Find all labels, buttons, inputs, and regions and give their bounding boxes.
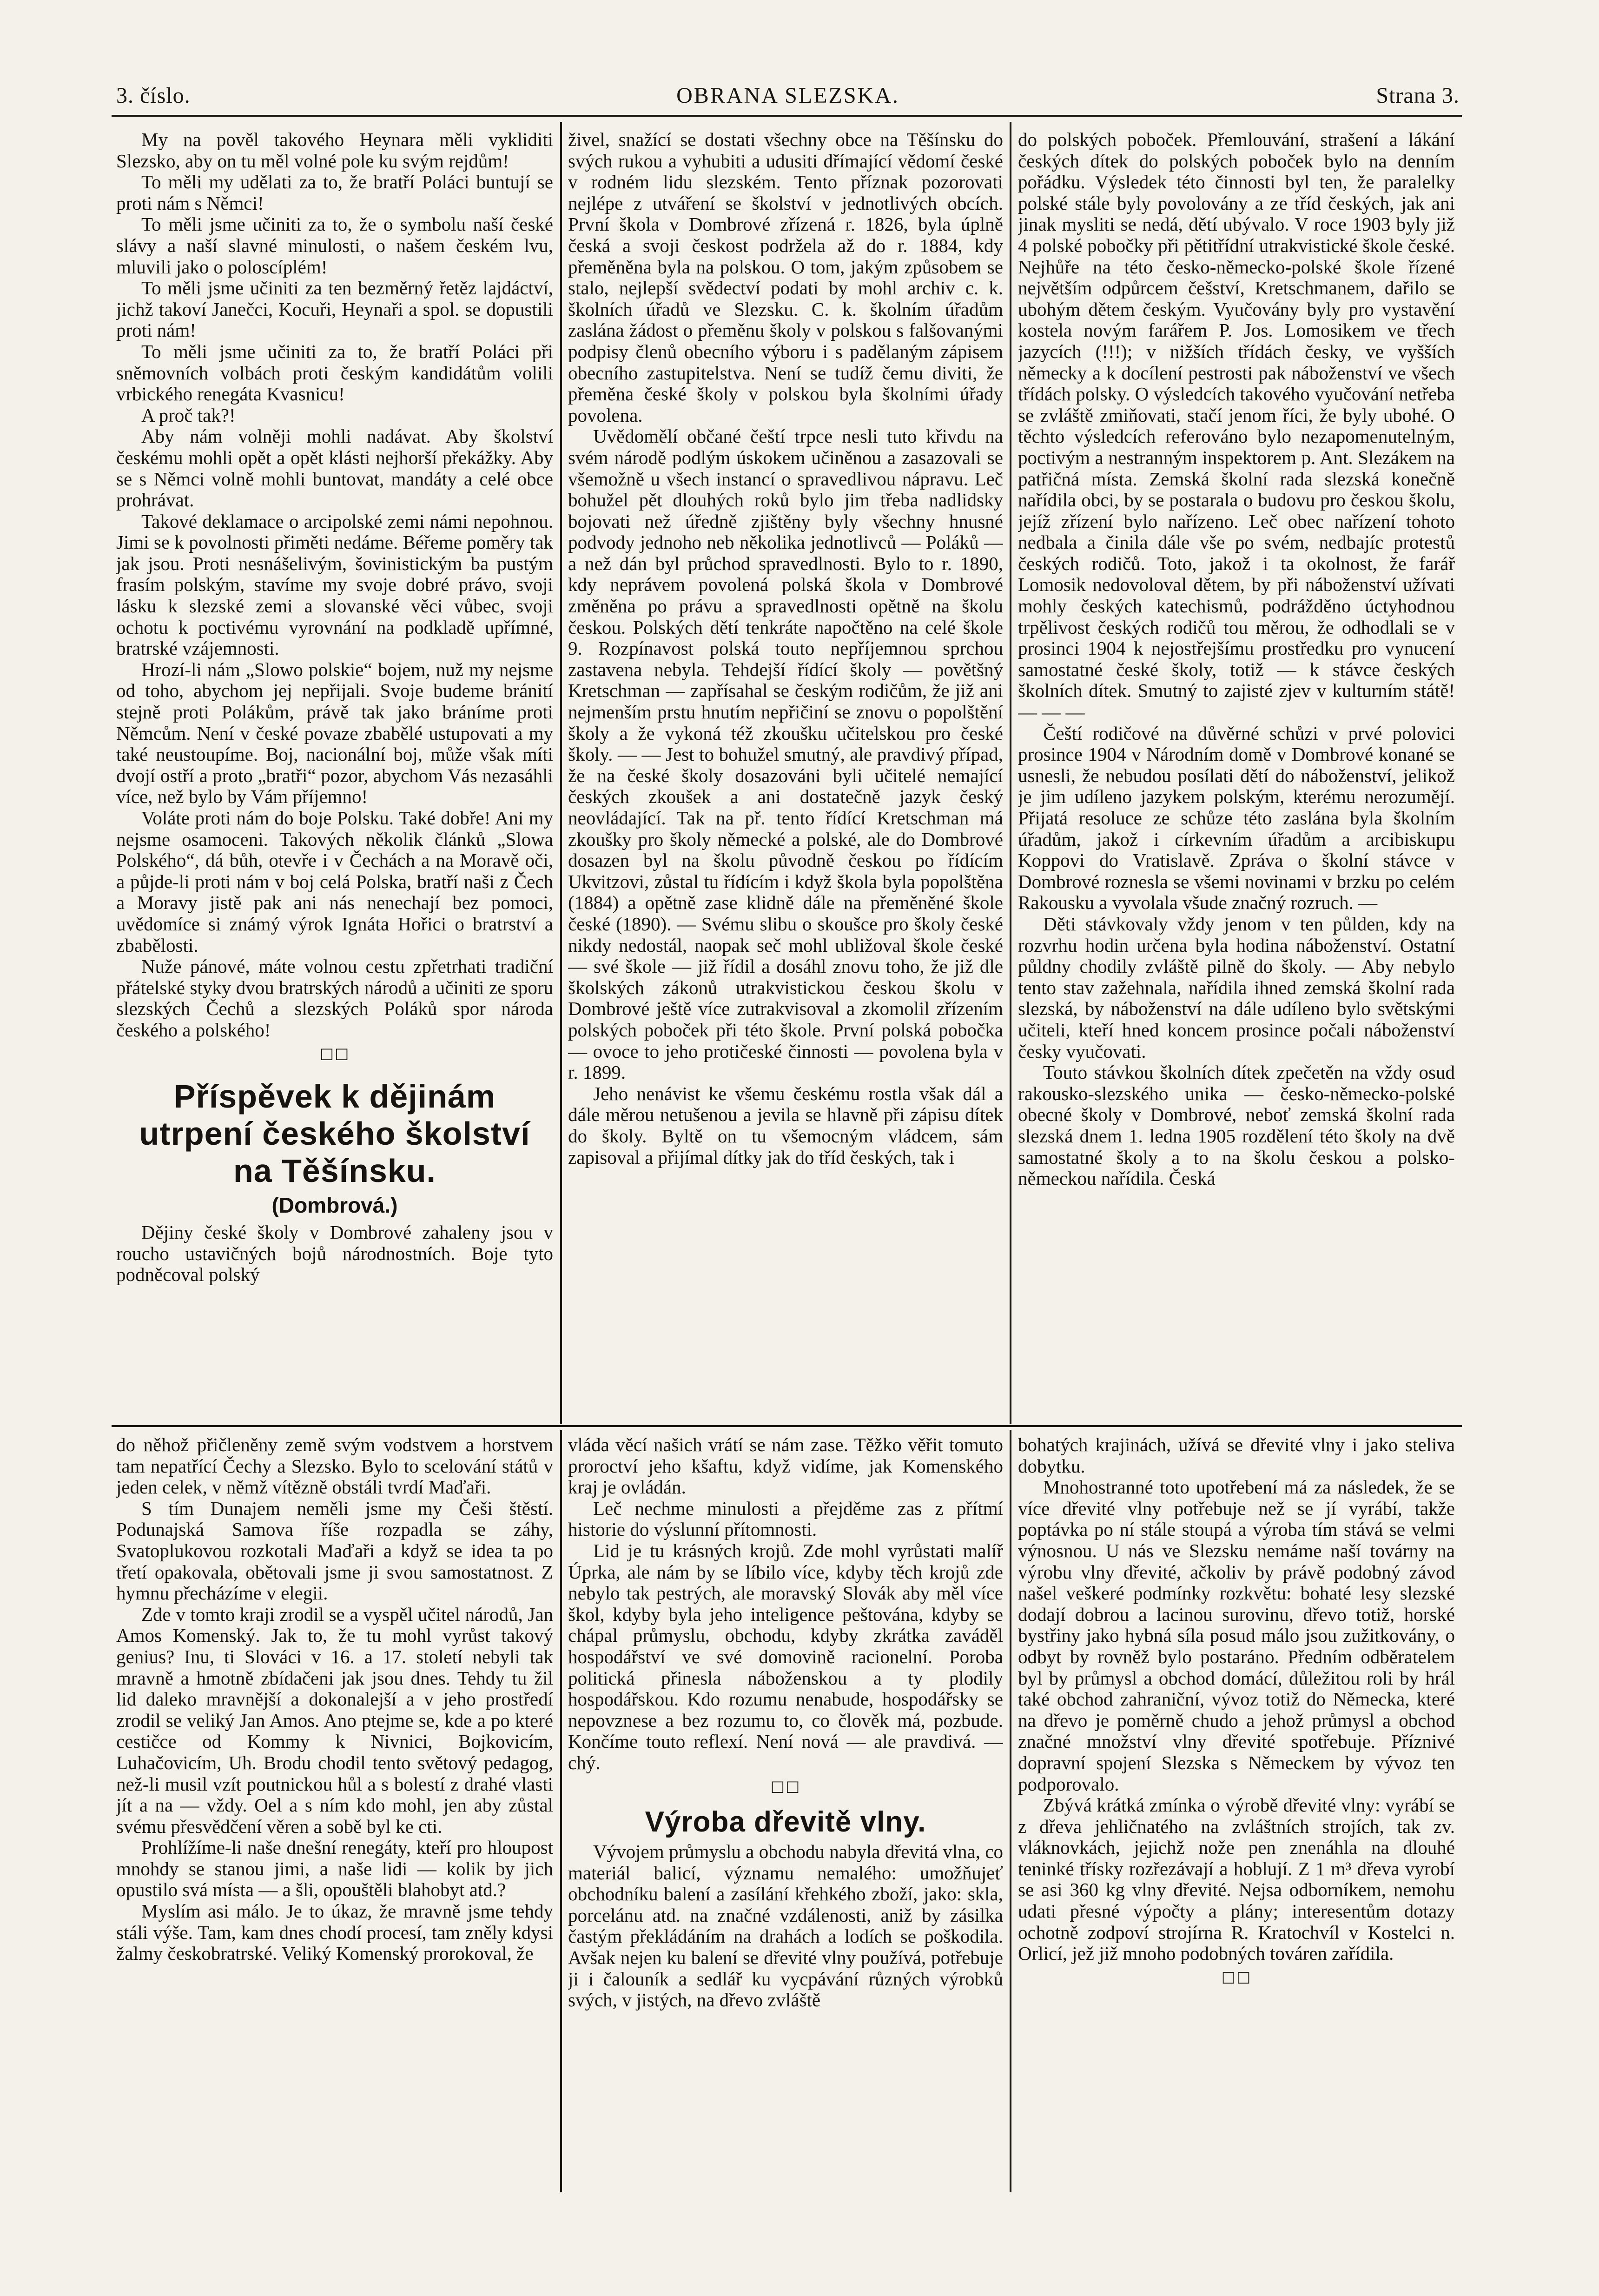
- issue-number: 3. číslo.: [116, 83, 191, 108]
- article-subtitle: (Dombrová.): [271, 1193, 398, 1218]
- paragraph: Aby nám volněji mohli nadávat. Aby školství českému mohli opět a opět klásti nejhorší překážky. Aby se s Němci volně mohli buntovat, mandáty a celé obce prohrávat.: [116, 425, 553, 511]
- paragraph: Děti stávkovaly vždy jenom v ten půlden, kdy na rozvrhu hodin určena byla hodina náboženství. Ostatní půldny chodily zvláště pilně do školy. — Aby nebylo tento stav zažehnala, nařídila ihned zemská školní rada slezská, by náboženství na dále udíleno bylo světskými učiteli, kteří hned koncem prosince počali náboženství česky vyučovati.: [1018, 913, 1455, 1062]
- top-column-2: [568, 129, 1003, 1422]
- paragraph: vláda věcí našich vrátí se nám zase. Těžko věřit tomuto proroctví jeho kšaftu, když vidíme, jak Komenského kraj je ovládán.: [568, 1434, 1003, 1498]
- paragraph: Myslím asi málo. Je to úkaz, že mravně jsme tehdy stáli výše. Tam, kam dnes chodí procesí, tam zněly kdysi žalmy českobratrské. Veliký Komenský prorokoval, že: [116, 1900, 553, 1964]
- bottom-column-1: [116, 1434, 553, 2192]
- top-column-3: [1018, 129, 1455, 1422]
- paragraph: S tím Dunajem neměli jsme my Češi štěstí. Podunajská Samova říše rozpadla se záhy, Svatoplukovou rozkotali Maďaři a když se idea ta po třetí opakovala, obětovali jsme ji svou samostatnost. Z hymnu přecházíme v elegii.: [116, 1497, 553, 1604]
- paragraph: do něhož přičleněny země svým vodstvem a horstvem tam nepatřící Čechy a Slezsko. Bylo to scelování států v jeden celek, v němž vítězně obstáli tvrdí Maďaři.: [116, 1434, 553, 1498]
- column-rule-bottom-1: [560, 1430, 562, 2192]
- bottom-column-2: [568, 1434, 1003, 2192]
- paragraph: Leč nechme minulosti a přejděme zas z přítmí historie do výslunní přítomnosti.: [568, 1497, 1003, 1540]
- paragraph: bohatých krajinách, užívá se dřevité vlny i jako steliva dobytku.: [1018, 1434, 1455, 1477]
- paragraph: Zbývá krátká zmínka o výrobě dřevité vlny: vyrábí se z dřeva jehličnatého na zvláštních strojích, tak zv. vláknovkách, jejichž nože pen znenáhla na dlouhé teninké třísky rozřezávají a hoblují. Z 1 m³ dřeva vyrobí se asi 360 kg vlny dřevité. Nejsa odborníkem, nemohu udati přesné výpočty a plány; interesentům dotazy ochotně zodpoví strojírna R. Kratochvíl v Kostelci n. Orlicí, jež již mnoho podobných továren zařídila.: [1018, 1794, 1455, 1964]
- column-rule-top-2: [1010, 122, 1011, 1424]
- bottom-column-3: [1018, 1434, 1455, 2192]
- paragraph: To měli jsme učiniti za ten bezměrný řetěz lajdáctví, jichž takoví Janečci, Kocuři, Heynaři a spol. se dopustili proti nám!: [116, 277, 553, 341]
- paragraph: My na pověl takového Heynara měli vykliditi Slezsko, aby on tu měl volné pole ku svým rejdům!: [116, 129, 553, 172]
- paragraph: do polských poboček. Přemlouvání, strašení a lákání českých dítek do polských poboček bylo na denním pořádku. Výsledek této činnosti byl ten, že paralelky polské stále byly povolovány a ze tříd českých, jak ani jinak mysliti se nedá, dětí ubývalo. V roce 1903 byly již 4 polské pobočky při pětitřídní utrakvistické škole české. Nejhůře na této česko-německo-polské škole řízené největším odpůrcem češství, Kretschmanem, dařilo se ubohým dětem českým. Vyučovány byly pro vystavění kostela novým farářem P. Jos. Lomosikem ve třech jazycích (!!!); v nižších třídách česky, ve vyšších německy a k docílení pestrosti pak náboženství ve všech třídách polsky. O výsledcích takového vyučování netřeba se zvláště zmiňovati, stačí jenom říci, že byly ubohé. O těchto výsledcích referováno bylo nezapomenutelným, poctivým a nestranným inspektorem p. Ant. Slezákem na patřičná místa. Zemská školní rada slezská konečně nařídila obci, by se postarala o budovu pro českou školu, jejíž zřízení bylo nařízeno. Leč obec nařízení tohoto nedbala a činila dále vše po svém, nedbajíc protestů českých rodičů. Toto, jakož i ta okolnost, že farář Lomosik nedovoloval dětem, by při náboženství užívati mohly českých katechismů, podrážděno úctyhodnou trpělivost českých rodičů tou měrou, že odhodlali se v prosinci 1904 k nejostřejšímu prostředku pro vynucení samostatné české školy, totiž — k stávce českých školních dítek. Smutný to zajisté zjev v kulturním státě! — — —: [1018, 129, 1455, 723]
- newspaper-title: OBRANA SLEZSKA.: [676, 83, 899, 108]
- paragraph: Uvědomělí občané čeští trpce nesli tuto křivdu na svém národě podlým úskokem učiněnou a zasazovali se všemožně u všech instancí o spravedlivou nápravu. Leč bohužel pět dlouhých roků bylo jim třeba nadlidsky bojovati než úředně zjištěny byly všechny hnusné podvody jednoho neb několika jednotlivců — Poláků — a než dán byl průchod spravedlnosti. Bylo to r. 1890, kdy neprávem povolená polská škola v Dombrové změněna po právu a spravedlnosti opětně na školu českou. Polských dětí tenkráte napočtěno na celé škole 9. Rozpínavost polská touto nepříjemnou sprchou zastavena nebyla. Tehdejší řídící školy — povětšný Kretschman — zapřísahal se českým rodičům, že již ani nejmenším prstu hnutím nepřičiní se znovu o popolštění školy a že vykoná též zkoušku učitelskou pro české školy. — — Jest to bohužel smutný, ale pravdivý případ, že na české školy dosazováni byli učitelé nemající českých zkoušek a ani dostatečně jazyk český neovládající. Tak na př. tento řídící Kretschman má zkoušky pro školy německé a polské, ale do Dombrové dosazen byl na školu původně českou po řídícím Ukvitzovi, zůstal tu řídícím i když škola byla popolštěna (1884) a opětně zase klidně dále na přeměněné škole české (1890). — Svému slibu o skoušce pro školy české nikdy nedostál, naopak seč mohl ubližoval škole české — své škole — již řídil a dosáhl znovu toho, že již dle školských zákonů utrakvistickou českou školu v Dombrové ještě více zutrakvisoval a zkomolil zřízením polských poboček při této škole. První polská pobočka — ovoce to jeho protičeské činnosti — povolena byla v r. 1899.: [568, 425, 1003, 1083]
- separator-mark: □□: [770, 1777, 801, 1795]
- paragraph: To měli jsme učiniti za to, že bratří Poláci při sněmovních volbách proti českým kandidátům volili vrbického renegáta Kvasnicu!: [116, 340, 553, 405]
- paragraph: To měli my udělati za to, že bratří Poláci buntují se proti nám s Němci!: [116, 171, 553, 214]
- page-number: Strana 3.: [1376, 83, 1460, 108]
- paragraph: To měli jsme učiniti za to, že o symbolu naší české slávy a naší slavné minulosti, o našem českém lvu, mluvili jako o poloscíplém!: [116, 213, 553, 278]
- paragraph: Dějiny české školy v Dombrové zahaleny jsou v roucho ustavičných bojů národnostních. Boje tyto podněcoval polský: [116, 1221, 553, 1286]
- separator-mark: □□: [319, 1044, 350, 1062]
- paragraph: A proč tak?!: [141, 404, 236, 426]
- header-rule: [112, 115, 1462, 117]
- column-rule-top-1: [560, 122, 562, 1424]
- paragraph: Hrozí-li nám „Slowo polskie“ bojem, nuž my nejsme od toho, abychom jej nepřijali. Svoje budeme bránití stejně proti Polákům, právě tak jako bráníme proti Němcům. Není v české povaze zbabělé ustupovati a my také neustoupíme. Boj, nacionální boj, může však míti dvojí ostří a proto „bratři“ pozor, abychom Vás nezasáhli více, než bylo by Vám příjemno!: [116, 658, 553, 808]
- column-rule-bottom-2: [1010, 1430, 1011, 2192]
- paragraph: Prohlížíme-li naše dnešní renegáty, kteří pro hloupost mnohdy se stanou jimi, a naše lidi — kolik by jich opustilo svá místa — a šli, opouštěli blahobyt atd.?: [116, 1837, 553, 1901]
- section-divider-rule: [112, 1425, 1462, 1427]
- paragraph: Mnohostranné toto upotřebení má za následek, že se více dřevité vlny potřebuje než se jí vyrábí, takže poptávka po ní stále stoupá a výroba tím stává se velmi výnosnou. U nás ve Slezsku nemáme naší továrny na výrobu vlny dřevité, ačkoliv by právě podobný závod našel veškeré podmínky rozkvětu: bohaté lesy slezské dodají dobrou a lacinou surovinu, dřevo totiž, horské bystřiny jako hybná síla posud málo jsou zužitkovány, o odbyt by rovněž bylo postaráno. Předním odběratelem byl by průmysl a obchod domácí, důležitou roli by hrál také obchod zahraniční, vývoz totiž do Německa, které na dřevo je poměrně chudo a jehož průmysl a obchod značné množství vlny dřevité spotřebuje. Příznivé dopravní spojení Slezska s Německem by vývoz ten podporovalo.: [1018, 1476, 1455, 1795]
- paragraph: Zde v tomto kraji zrodil se a vyspěl učitel národů, Jan Amos Komenský. Jak to, že tu mohl vyrůst takový genius? Inu, ti Slováci v 16. a 17. století nebyli tak mravně a hmotně zbídačeni jak jsou dnes. Tehdy tu žil lid daleko mravnější a dokonalejší a v jeho prostředí zrodil se veliký Jan Amos. Ano ptejme se, kde a po které cestičce od Kommy k Nivnici, Bojkovicím, Luhačovicím, Uh. Brodu chodil tento světový pedagog, než-li musil vzít poutnickou hůl a s bolestí z drahé vlasti jít a na — vždy. Oel a s ním kdo mohl, jen aby zůstal svému přesvědčení věren a sobě byl ke cti.: [116, 1603, 553, 1837]
- paragraph: Vývojem průmyslu a obchodu nabyla dřevitá vlna, co materiál balicí, významu nemalého: umožňujeť obchodníku balení a zasílání křehkého zboží, jako: skla, porcelánu atd. na značné vzdálenosti, aniž by zásilka častým překládáním na drahách a lodích se poškodila. Avšak nejen ku balení se dřevité vlny používá, potřebuje ji i čalouník a sedlář ku vycpávání různých výrobků svých, v jistých, na dřevo zvláště: [568, 1841, 1003, 2011]
- editorial-article: [116, 129, 553, 1041]
- paragraph: Voláte proti nám do boje Polsku. Také dobře! Ani my nejsme osamoceni. Takových několik článků „Slowa Polského“, dá bůh, otevře i v Čechách a na Moravě oči, a půjde-li proti nám v boj celá Polska, bratří naši z Čech a Moravy jistě pak ani nás nenechají bez pomoci, uvědomíce si známý výrok Ignáta Hořici o bratrství a zbabělosti.: [116, 807, 553, 956]
- paragraph: Čeští rodičové na důvěrné schůzi v prvé polovici prosince 1904 v Národním domě v Dombrové konané se usnesli, že nebudou posílati dětí do náboženství, jelikož je jim udíleno jazykem polským, kterému nerozumějí. Přijatá resoluce ze schůze této zaslána byla školním úřadům, jakož i církevním úřadům a arcibiskupu Koppovi do Vratislavě. Zpráva o školní stávce v Dombrové roznesla se všemi novinami v brzku po celém Rakousku a vyvolala všude značný rozruch. —: [1018, 722, 1455, 914]
- top-column-1: [116, 129, 553, 1422]
- article-headline: Výroba dřevitě vlny.: [645, 1806, 926, 1838]
- paragraph: Takové deklamace o arcipolské zemi námi nepohnou. Jimi se k povolnosti přiměti nedáme. Béřeme poměry tak jak jsou. Proti nesnášelivým, šovinistickým ba pustým frasím polským, stavíme my svoje dobré právo, svoji lásku k slezské zemi a slovanské věci vůbec, svoji ochotu k poctivému vyrovnání na podkladě upřímné, bratrské vzájemnosti.: [116, 510, 553, 659]
- separator-mark: □□: [1221, 1967, 1252, 1985]
- page-header: [116, 83, 1460, 115]
- paragraph: živel, snažící se dostati všechny obce na Těšínsku do svých rukou a vyhubiti a udusiti dřímající vědomí české v rodném lidu slezském. Tento příznak pozorovati nejlépe z utváření se školství v jednotlivých obcích. První škola v Dombrové zřízená r. 1826, byla úplně česká a svoji českost podržela až do r. 1884, kdy přeměněna byla na polskou. O tom, jakým způsobem se stalo, nejlepší svědectví podati by mohl archiv c. k. školních úřadů ve Slezsku. C. k. školním úřadům zaslána žádost o přeměnu školy v polskou s falšovanými podpisy členů obecního výboru i s padělaným zápisem obecního zastupitelstva. Není se tudíž čemu diviti, že přeměna české školy v polskou byla školními úřady povolena.: [568, 129, 1003, 426]
- paragraph: Lid je tu krásných krojů. Zde mohl vyrůstati malíř Úprka, ale nám by se líbilo více, kdyby těch krojů zde nebylo tak pestrých, ale moravský Slovák aby měl více škol, kdyby byla jeho inteligence peštována, kdyby se chápal průmyslu, obchodu, kdyby zkrátka zaváděl hospodářství ve své domovině racionelní. Poroba politická přinesla náboženskou a ty plodily hospodářskou. Kdo rozumu nenabude, hospodářsky se nepovznese a bez rozumu to, co člověk má, pozbude. Končíme touto reflexí. Není nová — ale pravdivá. —chý.: [568, 1540, 1003, 1773]
- article-headline: Příspěvek k dějinám utrpení českého školství na Těšínsku.: [139, 1078, 530, 1189]
- paragraph: Nuže pánové, máte volnou cestu zpřetrhati tradiční přátelské styky dvou bratrských národů a učiniti ze sporu slezských Čechů a slezských Poláků spor národa českého a polského!: [116, 956, 553, 1041]
- paragraph: Jeho nenávist ke všemu českému rostla však dál a dále měrou netušenou a jevila se hlavně při zápisu dítek do školy. Byltě on tu všemocným vládcem, sám zapisoval a přijímal dítky jak do tříd českých, tak i: [568, 1082, 1003, 1168]
- paragraph: Touto stávkou školních dítek zpečetěn na vždy osud rakousko-slezského unika — česko-německo-polské obecné školy v Dombrové, neboť zemská školní rada slezská dnem 1. ledna 1905 rozdělení této školy na dvě samostatné školy a to na školu českou a polsko-německou nařídila. Česká: [1018, 1062, 1455, 1189]
